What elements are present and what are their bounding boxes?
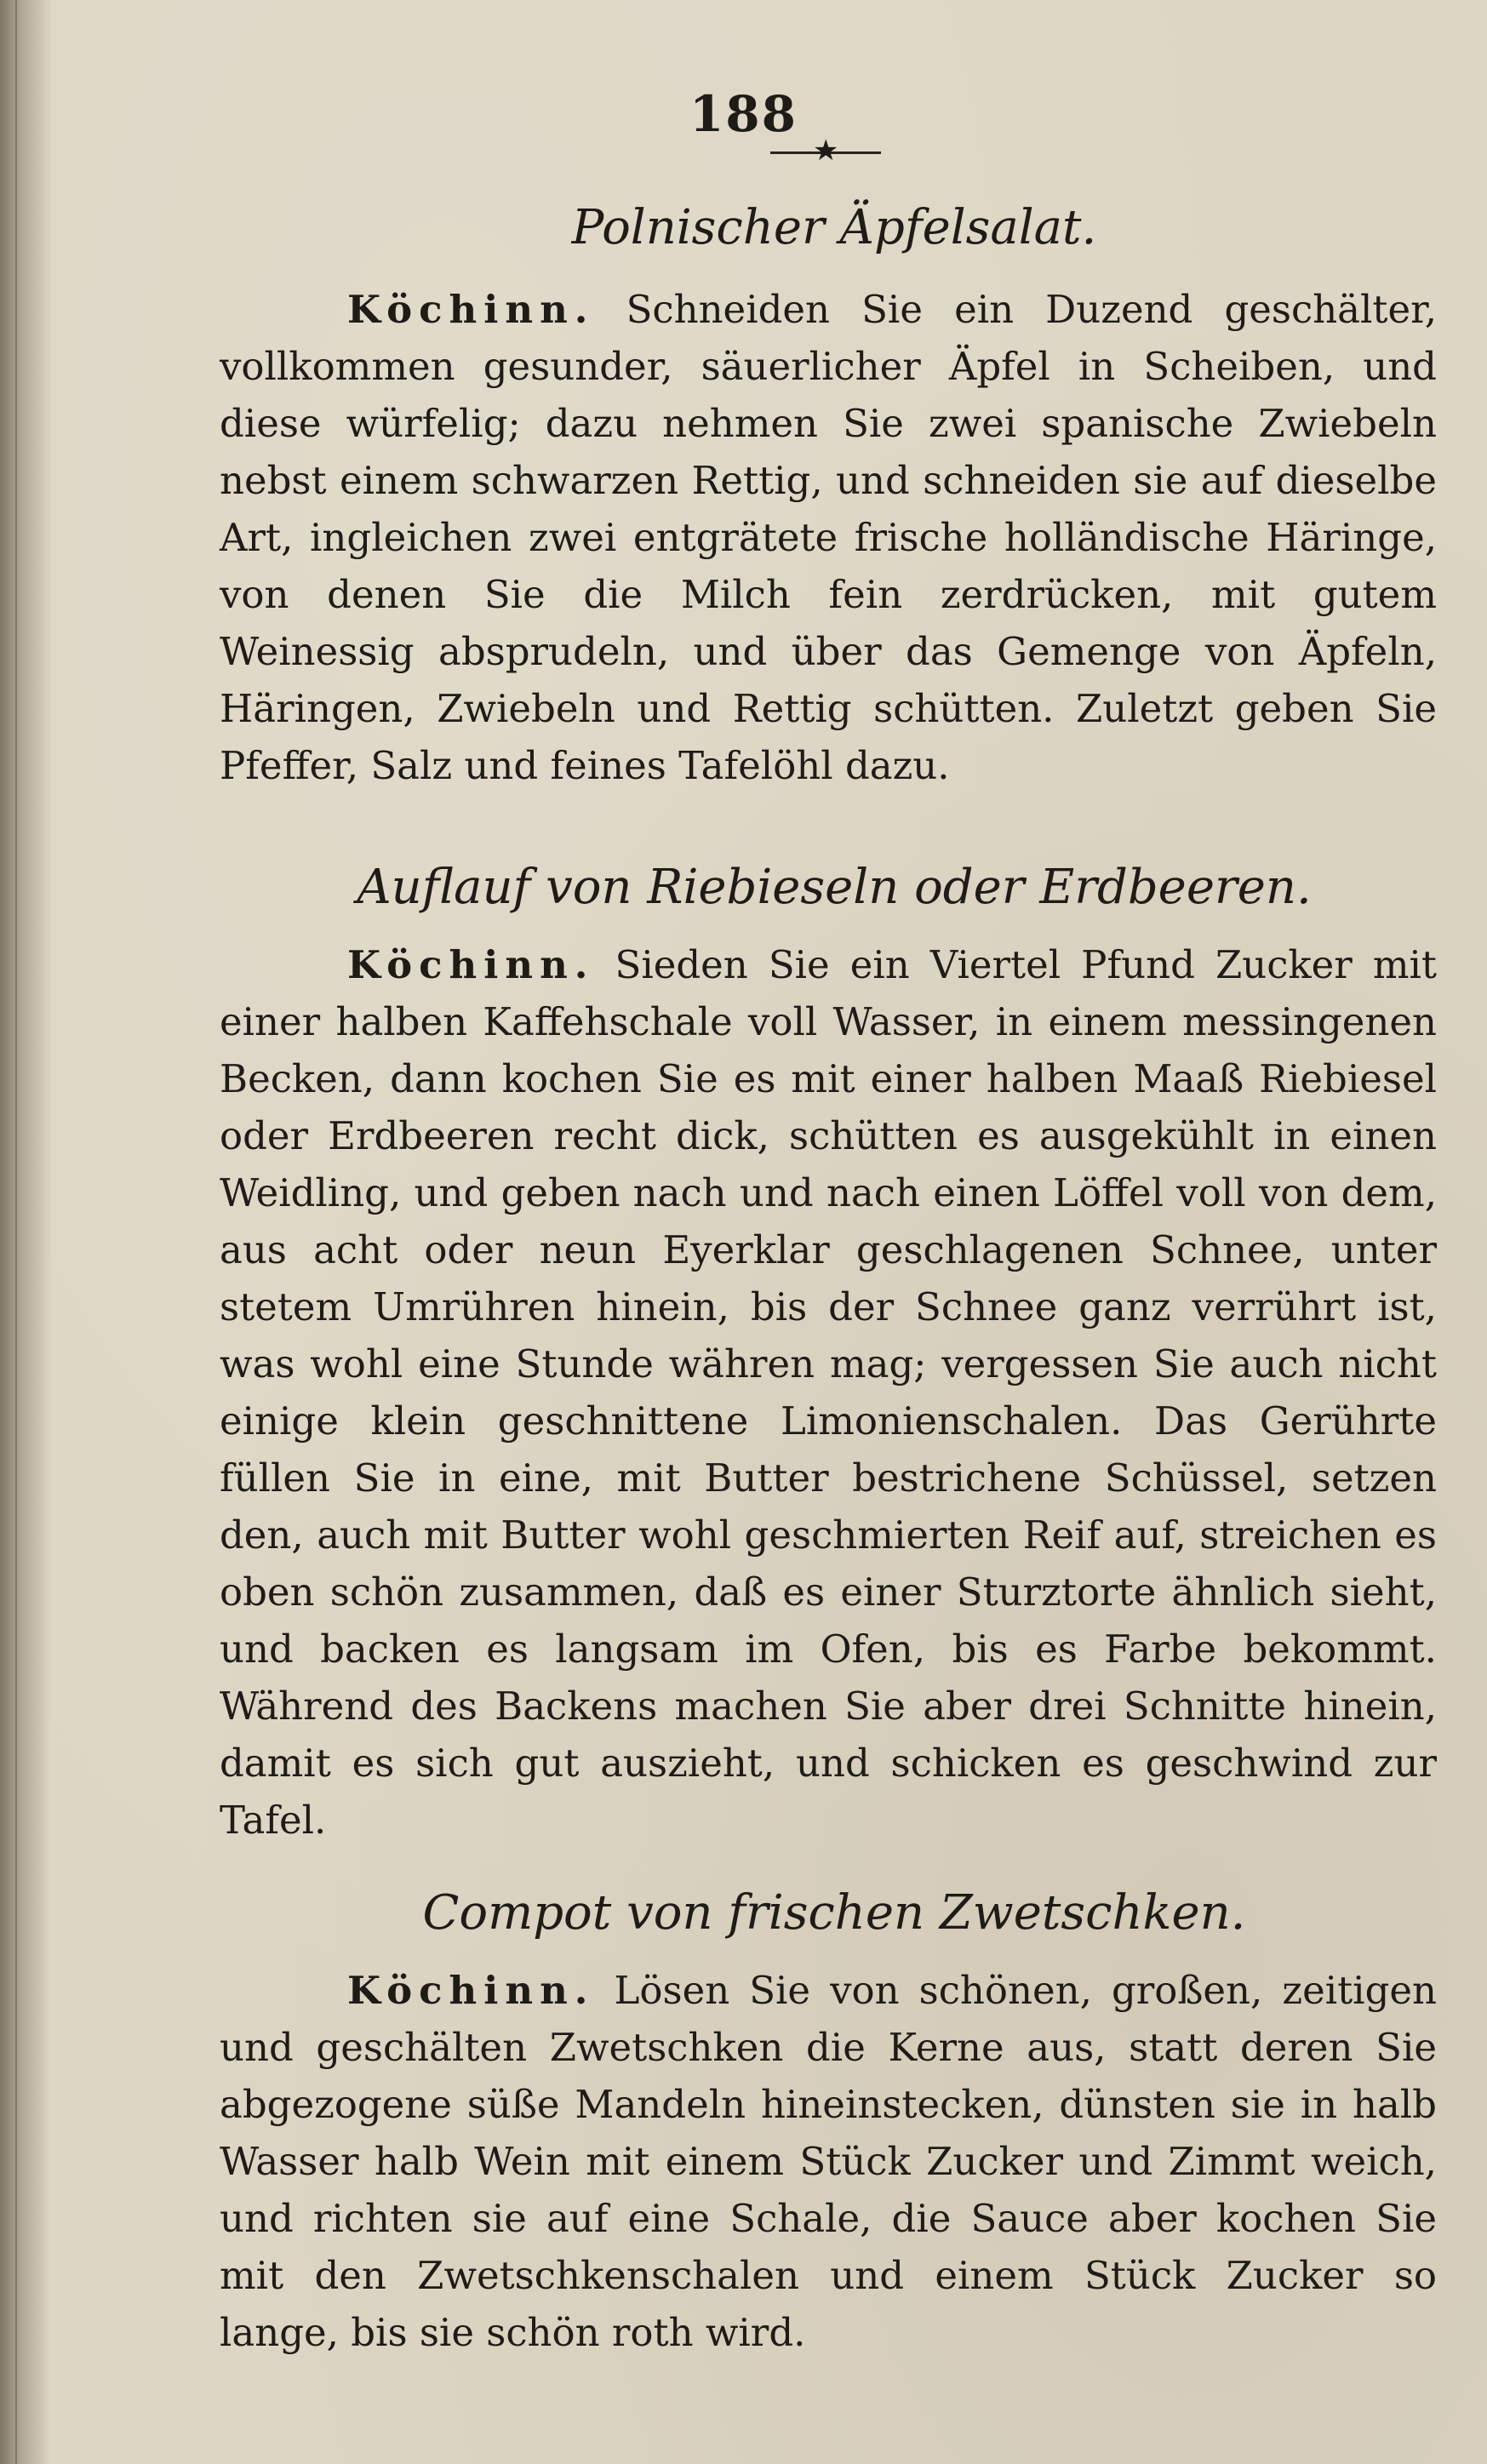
recipe-heading-compot: Compot von frischen Zwetschken. [422, 1885, 1246, 1941]
recipe-text: Sieden Sie ein Viertel Pfund Zucker mit einer halben Kaffehschale voll Wasser, in einem messingenen Becken, dann kochen Sie es mit einer halben Maaß Riebiesel oder Erdbeeren recht dick, schütten es ausgekühlt in einen Weidling, und geben nach und nach einen Löffel voll von dem, aus acht oder neun Eyerklar geschlagenen Schnee, unter stetem Umrühren hinein, bis der Schnee ganz verrührt ist, was wohl eine Stunde währen mag; vergessen Sie auch nicht einige klein geschnittene Limonienschalen. Das Gerührte füllen Sie in eine, mit Butter bestrichene Schüssel, setzen den, auch mit Butter wohl geschmierten Reif auf, streichen es oben schön zusammen, daß es einer Sturztorte ähnlich sieht, und backen es langsam im Ofen, bis es Farbe bekommt. Während des Backens machen Sie aber drei Schnitte hinein, damit es sich gut auszieht, und schicken es geschwind zur Tafel. [220, 942, 1437, 1843]
recipe-body-compot [220, 1962, 1437, 2361]
recipe-heading-apfelsalat: Polnischer Äpfelsalat. [571, 200, 1097, 255]
recipe-body-apfelsalat [220, 281, 1437, 794]
header-ornament: ★ [813, 134, 839, 168]
recipe-text: Lösen Sie von schönen, großen, zeitigen und geschälten Zwetschken die Kerne aus, statt deren Sie abgezogene süße Mandeln hineinstecken, dünsten sie in halb Wasser halb Wein mit einem Stück Zucker und Zimmt weich, und richten sie auf eine Schale, die Sauce aber kochen Sie mit den Zwetschkenschalen und einem Stück Zucker so lange, bis sie schön roth wird. [220, 1968, 1437, 2355]
page-binding-shadow [0, 0, 51, 2464]
speaker-label: Köchinn. [347, 287, 595, 332]
recipe-heading-auflauf: Auflauf von Riebieseln oder Erdbeeren. [357, 860, 1312, 915]
page-number: 188 [689, 85, 798, 143]
page-fold-line [15, 0, 17, 2464]
speaker-label: Köchinn. [347, 1968, 595, 2013]
recipe-body-auflauf [220, 936, 1437, 1849]
recipe-text: Schneiden Sie ein Duzend geschälter, vollkommen gesunder, säuerlicher Äpfel in Scheiben, und diese würfelig; dazu nehmen Sie zwei spanische Zwiebeln nebst einem schwarzen Rettig, und schneiden sie auf dieselbe Art, ingleichen zwei entgrätete frische holländische Häringe, von denen Sie die Milch fein zerdrücken, mit gutem Weinessig absprudeln, und über das Gemenge von Äpfeln, Häringen, Zwiebeln und Rettig schütten. Zuletzt geben Sie Pfeffer, Salz und feines Tafelöhl dazu. [220, 287, 1437, 788]
speaker-label: Köchinn. [347, 942, 595, 987]
